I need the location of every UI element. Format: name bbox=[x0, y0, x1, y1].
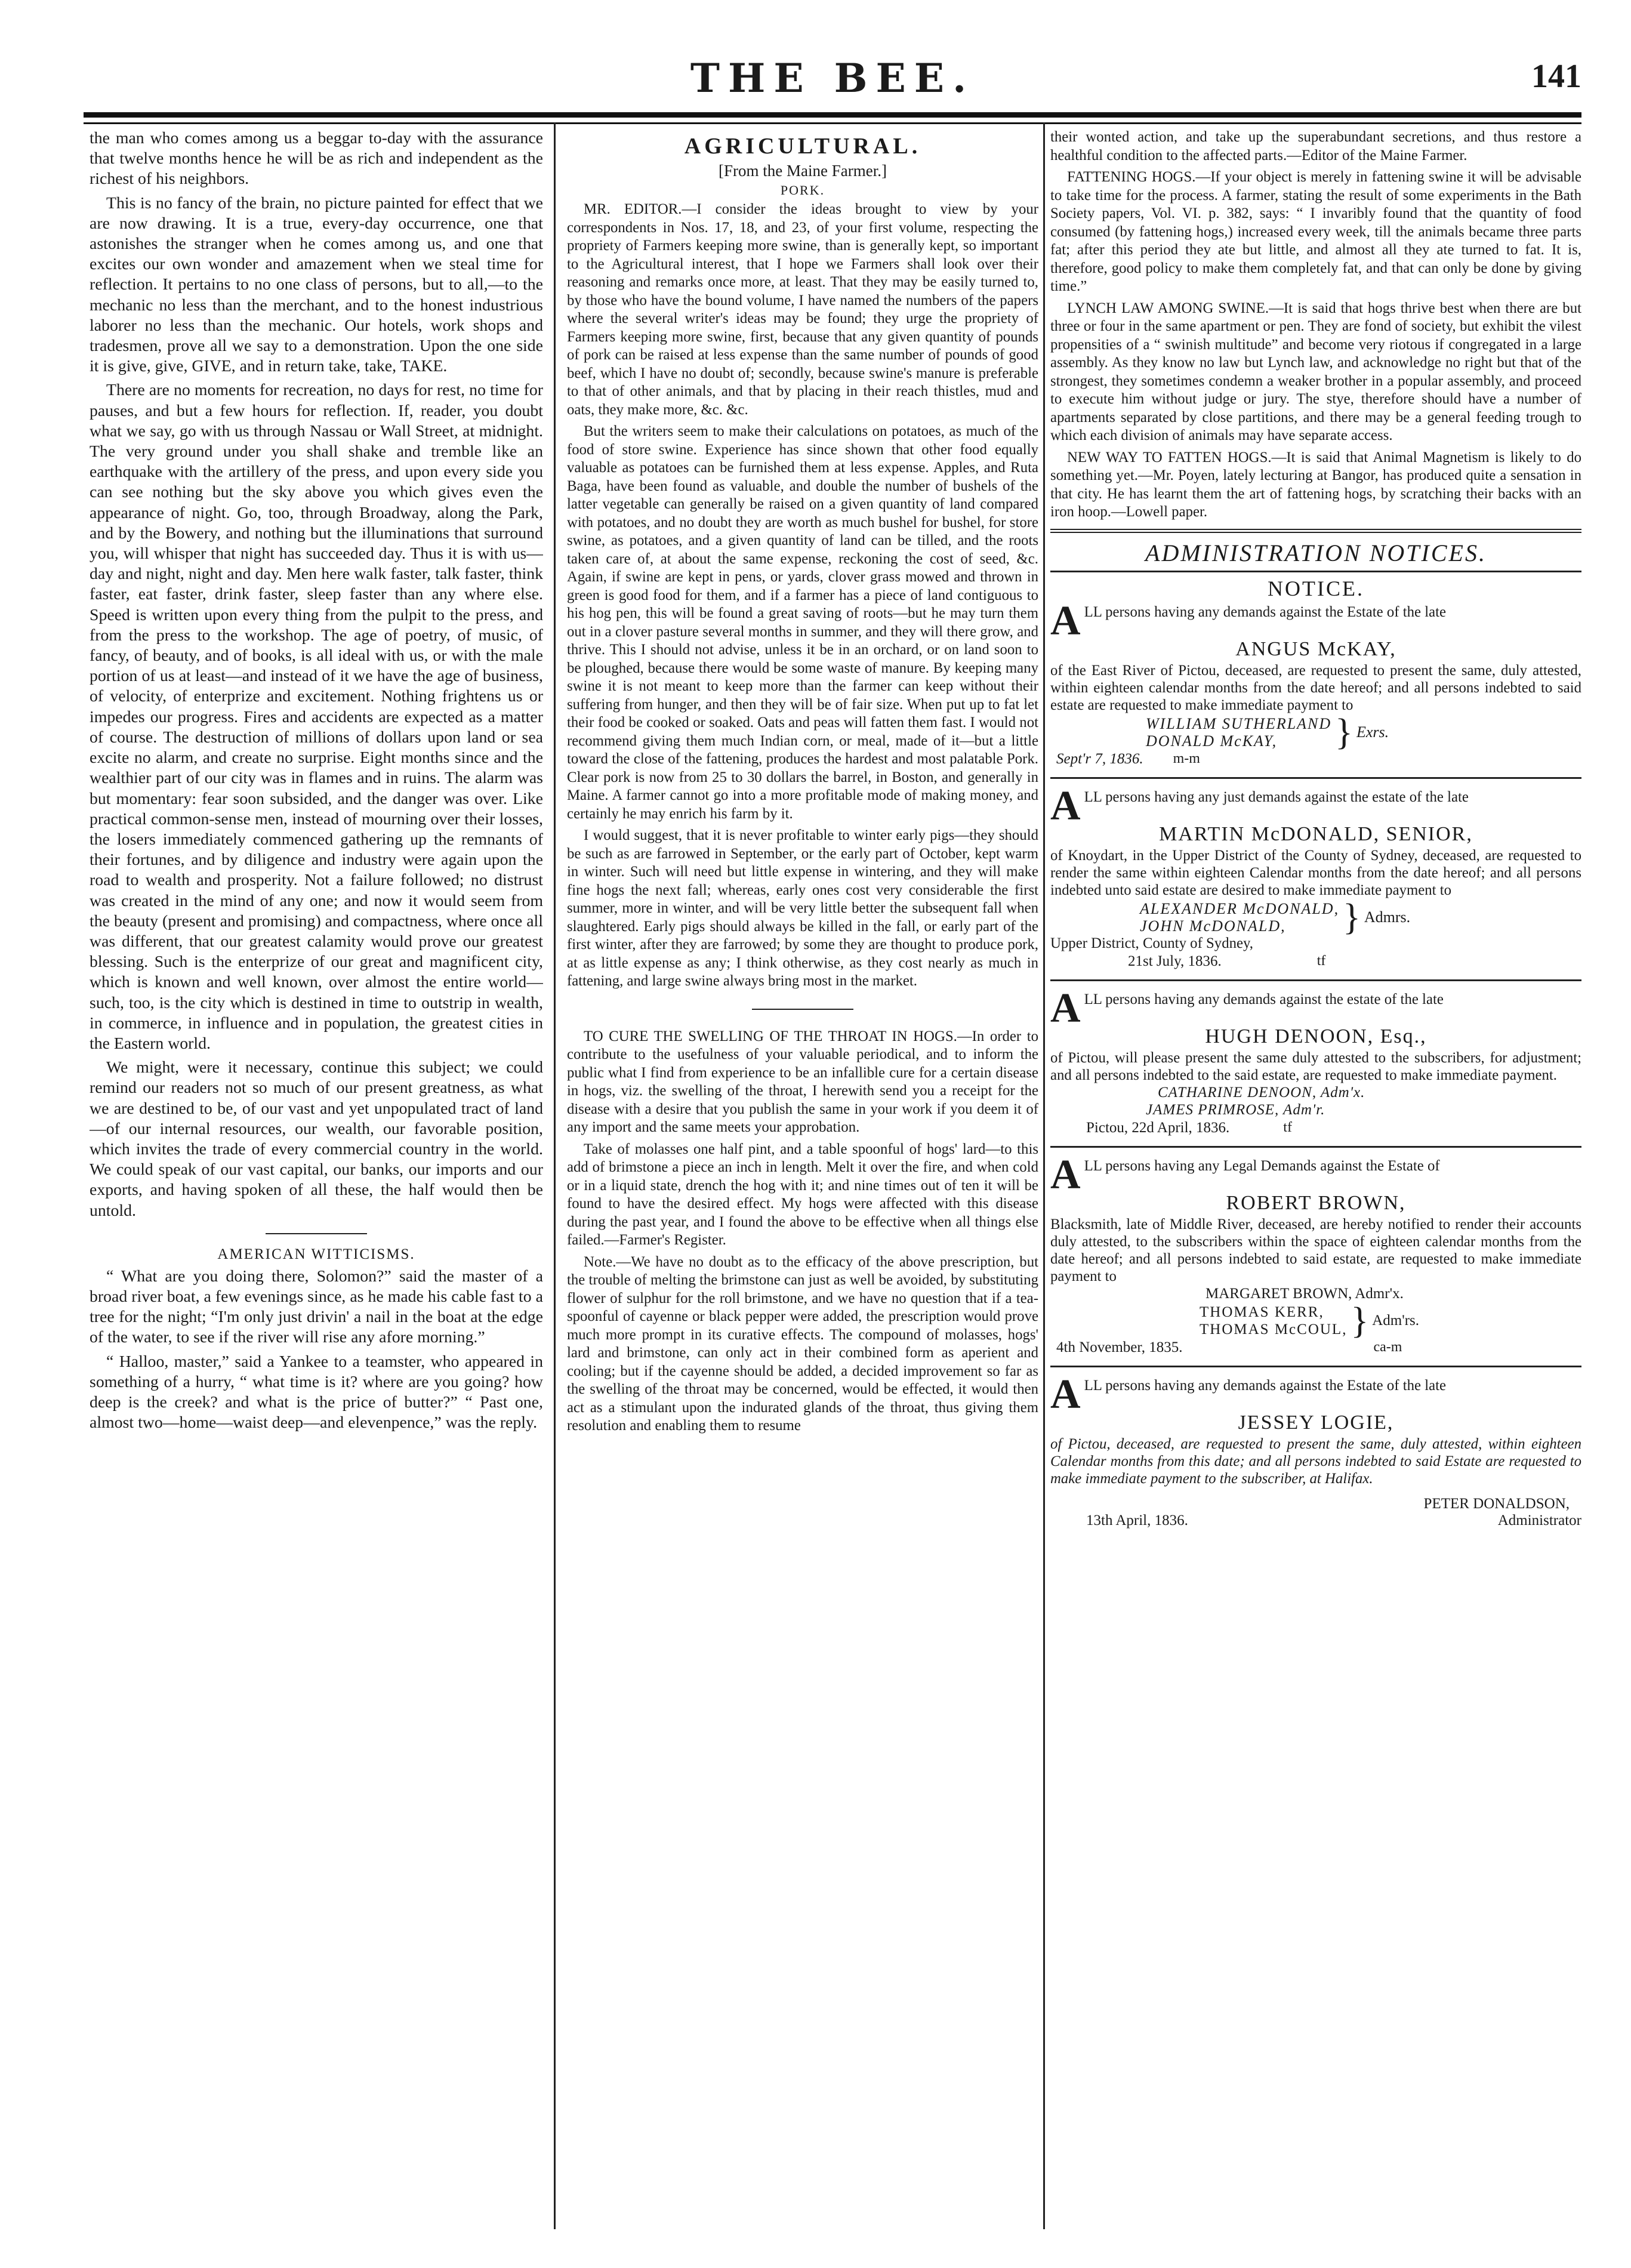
signer-name: JOHN McDONALD, bbox=[1140, 917, 1286, 935]
legal-notice bbox=[1050, 576, 1581, 768]
notice-body: of Pictou, will please present the same duly attested to the subscribers, for adjustment; and all persons indebted to the said estate, are requested to make immediate payment. bbox=[1050, 1049, 1581, 1083]
masthead-rule-thin bbox=[84, 122, 1581, 124]
notice-code: m-m bbox=[1173, 750, 1200, 766]
section-divider bbox=[1050, 777, 1581, 779]
notice-lead bbox=[1050, 597, 1581, 644]
signer-name: THOMAS KERR, bbox=[1200, 1304, 1324, 1320]
notice-place: Upper District, County of Sydney, bbox=[1050, 935, 1254, 951]
signer-name: THOMAS McCOUL, bbox=[1200, 1321, 1348, 1338]
legal-notice bbox=[1050, 1151, 1581, 1356]
legal-notice bbox=[1050, 985, 1581, 1136]
notice-lead bbox=[1050, 985, 1581, 1031]
section-divider bbox=[1050, 529, 1581, 533]
notice-dateline bbox=[1086, 1120, 1581, 1136]
section-divider bbox=[1050, 979, 1581, 981]
article-paragraph: the man who comes among us a beggar to-day with the assurance that twelve months hence he will be as rich and independent as the richest of his neighbors. bbox=[90, 129, 543, 189]
notice-code: ca-m bbox=[1373, 1339, 1402, 1355]
drop-cap: A bbox=[1050, 1371, 1081, 1417]
notice-date: Sept'r 7, 1836. bbox=[1056, 750, 1143, 767]
column-3 bbox=[1050, 128, 1581, 2229]
newspaper-title: THE BEE. bbox=[690, 55, 975, 101]
notice-body: of Pictou, deceased, are requested to present the same, duly attested, within eighteen Calendar months from this date; and all persons indebted to said Estate are requested to make immediate payment to the subscriber, at Halifax. bbox=[1050, 1435, 1581, 1487]
notice-dateline bbox=[1086, 1512, 1581, 1529]
column-2 bbox=[567, 128, 1038, 2229]
article-paragraph: their wonted action, and take up the superabundant secretions, and thus restore a healthful condition to the affected parts.—Editor of the Maine Farmer. bbox=[1050, 129, 1581, 164]
notice-body: of Knoydart, in the Upper District of the County of Sydney, deceased, are requested to render the same within eighteen Calendar months from the date hereof; and all persons indebted unto said estate are desired to make immediate payment to bbox=[1050, 847, 1581, 898]
page-number: 141 bbox=[1531, 58, 1581, 95]
signer-name: PETER DONALDSON, bbox=[1423, 1495, 1570, 1512]
column-divider bbox=[554, 122, 556, 2229]
notice-lead-text: LL persons having any demands against the Estate of the late bbox=[1084, 1377, 1446, 1394]
section-divider bbox=[266, 1233, 367, 1234]
article-paragraph: There are no moments for recreation, no days for rest, no time for pauses, and but a few hours for reflection. If, reader, you doubt what we say, go with us through Nassau or Wall Street, at midnight. The very ground under you shall shake and tremble like an earthquake with the artillery of the press, and upon every side you can see nothing but the sky above you which gives even the appearance of night. Go, too, through Broadway, along the Park, and by the Bowery, and nothing but the illuminations that surround you, will whisper that night has succeeded day. Thus it is with us—day and night, night and day. Men here walk faster, talk faster, think faster, eat faster, drink faster, sleep faster than any where else. Speed is written upon every thing from the pulpit to the press, and from the press to the workshop. The age of poetry, of music, of fancy, of beauty, and of books, is all ideal with us, or with the male portion of us at least—and instead of it we have the age of business, of velocity, of enterprize and excitement. Nothing frightens us or impedes our progress. Fires and accidents are expected as a matter of course. The destruction of millions of dollars upon land or sea excite no alarm, and create no surprise. Eight months since and the wealthier part of our city was in flames and in ruins. The alarm was but momentary: fear soon subsided, and the danger was over. Like practical common-sense men, instead of mourning over their losses, the losers immediately commenced gathering up the remnants of their fortunes, and by diligence and industry were again upon the road to wealth and prosperity. Not a failure followed; no distrust was created in the mind of any one; and now it would seem from the beauty (present and promising) and compactness, where once all was different, that our greatest calamity would prove our greatest blessing. Such is the enterprize of our great and magnificent city, which is known and well known, over almost the entire world—such, too, is the city which is destined in time to outstrip in wealth, in commerce, in influence and in population, the greatest cities in the Eastern world. bbox=[90, 381, 543, 1053]
signer-name: DONALD McKAY, bbox=[1146, 732, 1278, 750]
brace-icon: } bbox=[1335, 711, 1353, 753]
notice-dateline bbox=[1056, 751, 1581, 768]
legal-notice bbox=[1050, 782, 1581, 970]
signer-name: CATHARINE DENOON, Adm'x. bbox=[1158, 1084, 1365, 1101]
drop-cap: A bbox=[1050, 782, 1081, 829]
section-divider bbox=[1050, 571, 1581, 572]
section-divider bbox=[1050, 1366, 1581, 1367]
signer-role: Administrator bbox=[1497, 1512, 1581, 1529]
notice-code: tf bbox=[1316, 953, 1326, 969]
signer-role: Exrs. bbox=[1356, 723, 1389, 741]
article-paragraph: This is no fancy of the brain, no picture painted for effect that we are now drawing. It is a true, every-day occurrence, one that astonishes the stranger when he comes among us, and one that excites our own wonder and amazement when we steal time for reflection. It pertains to no one class of persons, but to all,—to the mechanic no less than the merchant, and to the honest industrious laborer no less than the mechanic. Our hotels, work shops and tradesmen, prove all we say to a demonstration. Upon the one side it is give, give, GIVE, and in return take, take, TAKE. bbox=[90, 193, 543, 376]
column-1 bbox=[90, 128, 543, 2229]
notice-body: of the East River of Pictou, deceased, are requested to present the same, duly attested, within eighteen calendar months from the date hereof; and all persons indebted to said estate are requested to make immediate payment to bbox=[1050, 662, 1581, 713]
notice-lead-text: LL persons having any Legal Demands against the Estate of bbox=[1084, 1157, 1440, 1174]
witticisms-heading: AMERICAN WITTICISMS. bbox=[217, 1246, 415, 1262]
deceased-name: MARTIN McDONALD, SENIOR, bbox=[1159, 822, 1473, 845]
section-divider bbox=[1050, 1146, 1581, 1148]
deceased-name: JESSEY LOGIE, bbox=[1238, 1411, 1394, 1434]
article-paragraph: TO CURE THE SWELLING OF THE THROAT IN HOGS.—In order to contribute to the usefulness of your valuable periodical, and to inform the public what I find from experience to be an infallible cure for a certain disease in hogs, viz. the swelling of the throat, I herewith send you a receipt for the disease with a desire that you publish the same in your work if you deem it of any import and the same meets your approbation. bbox=[567, 1028, 1038, 1135]
signer-name: JAMES PRIMROSE, Adm'r. bbox=[1146, 1101, 1325, 1118]
drop-cap: A bbox=[1050, 1151, 1081, 1198]
article-source: [From the Maine Farmer.] bbox=[719, 162, 887, 180]
notice-lead bbox=[1050, 782, 1581, 829]
notice-title: NOTICE. bbox=[1268, 576, 1364, 600]
article-paragraph: I would suggest, that it is never profitable to winter early pigs—they should be such as are farrowed in September, or the early part of October, kept warm in winter. Such will need but little expense in wintering, and they will make fine hogs the next fall; whereas, early ones cost very considerable the first summer, more in winter, and will be very little better the subsequent fall when slaughtered. Early pigs should always be killed in the fall, or early part of the first winter, after they are farrowed; by some they are thought to produce pork, at as little expense as any; I think otherwise, as they cost nearly as much in fattening, and large swine always bring most in the market. bbox=[567, 827, 1038, 989]
notice-date: Pictou, 22d April, 1836. bbox=[1086, 1119, 1230, 1136]
legal-notice bbox=[1050, 1371, 1581, 1529]
drop-cap: A bbox=[1050, 985, 1081, 1031]
deceased-name: HUGH DENOON, Esq., bbox=[1205, 1025, 1427, 1047]
drop-cap: A bbox=[1050, 597, 1081, 644]
witticism-paragraph: “ Halloo, master,” said a Yankee to a teamster, who appeared in something of a hurry, “ what time is it? where are you going? how deep is the creek? and what is the price of butter?” “ Past one, almost two—home—waist deep—and elevenpence,” was the reply. bbox=[90, 1352, 543, 1432]
signer-role: Adm'rs. bbox=[1372, 1312, 1420, 1329]
notice-lead bbox=[1050, 1151, 1581, 1198]
masthead bbox=[84, 55, 1581, 115]
notice-body: Blacksmith, late of Middle River, deceased, are hereby notified to render their accounts duly attested, to the subscribers within the space of eighteen calendar months from the date hereof; and all persons indebted to said estate, are requested to make immediate payment to bbox=[1050, 1216, 1581, 1284]
article-paragraph: NEW WAY TO FATTEN HOGS.—It is said that Animal Magnetism is likely to do something yet.—Mr. Poyen, lately lecturing at Bangor, has produced quite a sensation in that city. He has learnt them the art of fattening hogs, by scratching their backs with an iron hoop.—Lowell paper. bbox=[1050, 449, 1581, 520]
brace-icon: } bbox=[1351, 1300, 1369, 1341]
article-paragraph: LYNCH LAW AMONG SWINE.—It is said that hogs thrive best when there are but three or four in the same apartment or pen. They are fond of society, but exhibit the vilest propensities of a “ swinish multitude” and become very riotous if congregated in a large assembly. As they know no law but Lynch law, and acknowledge no right but that of the strongest, they sometimes condemn a weaker brother in a popular assembly, and proceed to execute him without judge or jury. The stye, therefore should have a number of apartments separated by close partitions, and there may be a general feeding trough to which each division of animals may have separate access. bbox=[1050, 300, 1581, 443]
witticism-paragraph: “ What are you doing there, Solomon?” said the master of a broad river boat, a few evenings since, as he made his cable fast to a tree for the night; “I'm only just drivin' a nail in the boat at the edge of the water, to see if the river will rise any afore morning.” bbox=[90, 1266, 543, 1347]
notice-code: tf bbox=[1283, 1119, 1292, 1135]
notice-date: 21st July, 1836. bbox=[1128, 953, 1222, 969]
notice-lead-text: LL persons having any demands against the estate of the late bbox=[1084, 991, 1444, 1007]
section-divider bbox=[752, 1009, 853, 1010]
signer-name: ALEXANDER McDONALD, bbox=[1140, 899, 1340, 917]
article-paragraph: We might, were it necessary, continue this subject; we could remind our readers not so much of our present greatness, as what we are destined to be, of our vast and yet unpopulated tract of land—of our internal resources, our wealth, our favorable position, which invites the trade of every commercial country in the world. We could speak of our vast capital, our banks, our imports and our exports, and having spoken of all these, the half would then be untold. bbox=[90, 1058, 543, 1220]
article-paragraph: MR. EDITOR.—I consider the ideas brought to view by your correspondents in Nos. 17, 18, and 23, of your first volume, respecting the propriety of Farmers keeping more swine, than is generally kept, so important to the Agricultural interest, that I hope we Farmers shall look over their reasoning and remarks once more, at least. That they may be easily turned to, by those who have the bound volume, I have named the numbers of the papers where the several writer's ideas may be found; they urge the propriety of Farmers keeping more swine, first, because that any given quantity of pounds of pork can be raised at less expense than the same number of pounds of good beef, which I have no doubt of; secondly, because swine's manure is preferable to that of other animals, and that by placing in their reach thistles, mud and oats, they make more, &c. &c. bbox=[567, 201, 1038, 418]
deceased-name: ANGUS McKAY, bbox=[1235, 637, 1396, 660]
signer-name: MARGARET BROWN, Admr'x. bbox=[1205, 1285, 1404, 1302]
article-paragraph: Take of molasses one half pint, and a table spoonful of hogs' lard—to this add of brimstone a piece an inch in length. Melt it over the fire, and when cold or in a liquid state, drench the hog with it; and nine times out of ten it will be found to have the desired effect. My hogs were affected with this disease during the past year, and I found the above to be effective when all things else failed.—Farmer's Register. bbox=[567, 1141, 1038, 1248]
masthead-rule bbox=[84, 112, 1581, 118]
brace-icon: } bbox=[1343, 896, 1361, 938]
notice-dateline bbox=[1128, 953, 1581, 970]
administration-notices-heading: ADMINISTRATION NOTICES. bbox=[1145, 539, 1487, 566]
signature-block bbox=[1146, 711, 1581, 753]
article-paragraph: Note.—We have no doubt as to the efficacy of the above prescription, but the trouble of melting the brimstone can just as well be avoided, by substituting flower of sulphur for the roll brimstone, and we have no question that if a tea-spoonful of cayenne or black pepper were added, the prescription would prove much more prompt in its curative effects. The compound of molasses, hogs' lard and brimstone, can only act in their combined form as aperient and cooling; but if the cayenne should be added, a decided improvement so far as the swelling of the throat may be concerned, would be effected, it would then act as a stimulant upon the indurated glands of the throat, thus giving them resolution and enabling them to resume bbox=[567, 1253, 1038, 1434]
signer-name: WILLIAM SUTHERLAND bbox=[1146, 714, 1332, 732]
notice-lead-text: LL persons having any demands against the Estate of the late bbox=[1084, 603, 1446, 620]
article-subject: PORK. bbox=[780, 183, 825, 198]
signature-block bbox=[1146, 1084, 1581, 1118]
signature-block bbox=[1140, 896, 1581, 938]
notice-lead-text: LL persons having any just demands against the estate of the late bbox=[1084, 788, 1469, 805]
notice-date: 4th November, 1835. bbox=[1056, 1339, 1183, 1355]
column-divider bbox=[1043, 122, 1045, 2229]
signer-role: Admrs. bbox=[1364, 908, 1411, 926]
article-paragraph: FATTENING HOGS.—If your object is merely in fattening swine it will be advisable to take time for the process. A farmer, stating the result of some experiments in the Bath Society papers, Vol. VI. p. 382, says: “ I invaribly found that the quantity of food consumed (by fattening hogs,) increased every week, till the animals became three parts fat; after this period they ate but little, and almost all they ate turned to fat. It is, therefore, good policy to make them completely fat, and that can only be done by giving time.” bbox=[1050, 169, 1581, 294]
notice-dateline bbox=[1056, 1339, 1581, 1356]
article-paragraph: But the writers seem to make their calculations on potatoes, as much of the food of store swine. Experience has since shown that other food equally valuable as potatoes can be furnished them at less expense. Apples, and Ruta Baga, have been found as valuable, and double the number of bushels of the latter vegetable can generally be raised on a given quantity of land compared with potatoes, and no doubt they are worth as much bushel for bushel, for store swine, as potatoes, and a given quantity of land can be tilled, and the roots taken care of, at about the same expense, reckoning the cost of seed, &c. Again, if swine are kept in pens, or yards, clover grass mowed and thrown in green is good food for them, and if a farmer has a piece of land contiguous to his hog pen, this will be found a great saving of roots—but he may turn them out in a clover pasture several months in summer, and they will there grow, and thrive. This I should not advise, unless it be in an orchard, or on land soon to be ploughed, because there would be some waste of manure. By keeping many swine it is not meant to keep more than the farmer can keep without their suffering from hunger, and then they will be of fair size. When put up to fat let their food be cooked or soaked. Oats and peas will fatten them fast. I would not recommend giving them much Indian corn, or meal, made of it—but a little toward the close of the fattening, produces the hardest and most palatable Pork. Clear pork is now from 25 to 30 dollars the barrel, in Boston, and generally in Maine. A farmer cannot go into a more profitable mode of making money, and certainly he may enrich his farm by it. bbox=[567, 423, 1038, 822]
notice-lead bbox=[1050, 1371, 1581, 1417]
signature-block bbox=[1200, 1300, 1581, 1341]
deceased-name: ROBERT BROWN, bbox=[1226, 1191, 1406, 1214]
agricultural-heading: AGRICULTURAL. bbox=[684, 134, 921, 159]
notice-date: 13th April, 1836. bbox=[1086, 1512, 1188, 1529]
